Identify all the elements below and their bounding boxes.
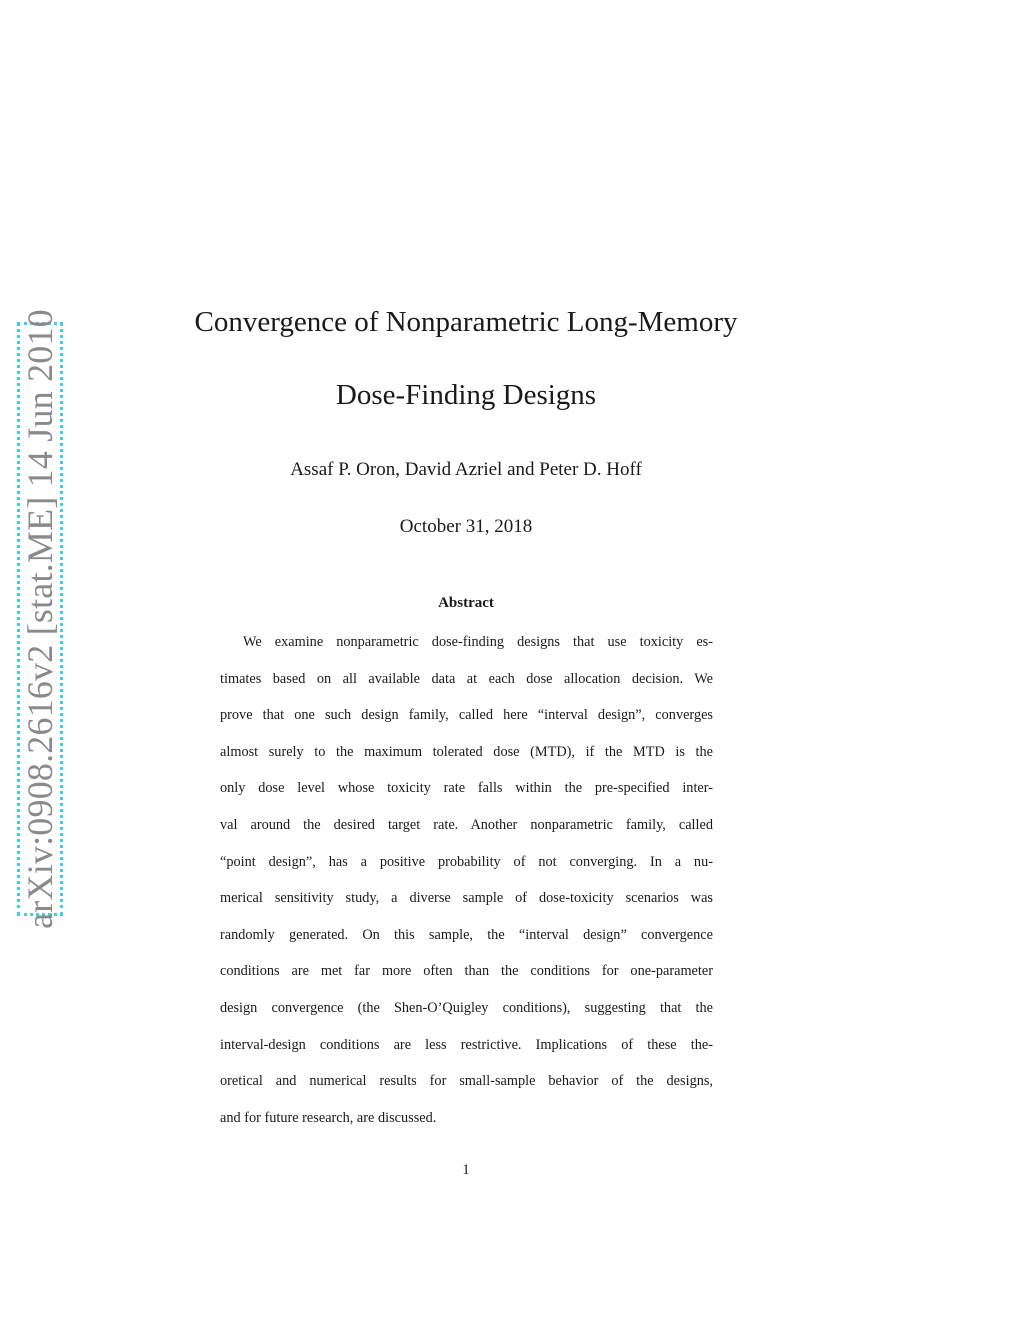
abstract-line: We examine nonparametric dose-finding designs that use toxicity es- xyxy=(243,634,713,650)
author-list: Assaf P. Oron, David Azriel and Peter D. Hoff xyxy=(290,459,642,480)
abstract-line: val around the desired target rate. Another nonparametric family, called xyxy=(220,816,713,833)
paper-title-line-2: Dose-Finding Designs xyxy=(335,379,597,411)
abstract-line: design convergence (the Shen-O’Quigley conditions), suggesting that the xyxy=(220,999,713,1016)
paper-date: October 31, 2018 xyxy=(399,516,533,537)
abstract-heading: Abstract xyxy=(438,595,494,611)
arxiv-stamp[interactable] xyxy=(17,309,63,929)
abstract-line: conditions are met far more often than the conditions for one-parameter xyxy=(220,963,713,980)
abstract-line: almost surely to the maximum tolerated dose (MTD), if the MTD is the xyxy=(220,743,713,760)
abstract-line: prove that one such design family, called here “interval design”, converges xyxy=(220,707,713,724)
abstract-line: “point design”, has a positive probability of not converging. In a nu- xyxy=(220,853,713,870)
arxiv-identifier: arXiv:0908.2616v2 [stat.ME] 14 Jun 2010 xyxy=(20,309,60,929)
abstract-line: only dose level whose toxicity rate falls within the pre-specified inter- xyxy=(220,780,713,797)
abstract-body xyxy=(220,633,713,1145)
abstract-line: oretical and numerical results for small-sample behavior of the designs, xyxy=(220,1073,713,1090)
page-number: 1 xyxy=(462,1162,470,1178)
abstract-line: interval-design conditions are less restrictive. Implications of these the- xyxy=(220,1036,713,1053)
abstract-line: merical sensitivity study, a diverse sample of dose-toxicity scenarios was xyxy=(220,890,713,907)
abstract-line: and for future research, are discussed. xyxy=(220,1109,437,1126)
abstract-line: timates based on all available data at each dose allocation decision. We xyxy=(220,670,713,687)
paper-title-line-1: Convergence of Nonparametric Long-Memory xyxy=(194,306,738,338)
abstract-line: randomly generated. On this sample, the “interval design” convergence xyxy=(220,926,713,943)
